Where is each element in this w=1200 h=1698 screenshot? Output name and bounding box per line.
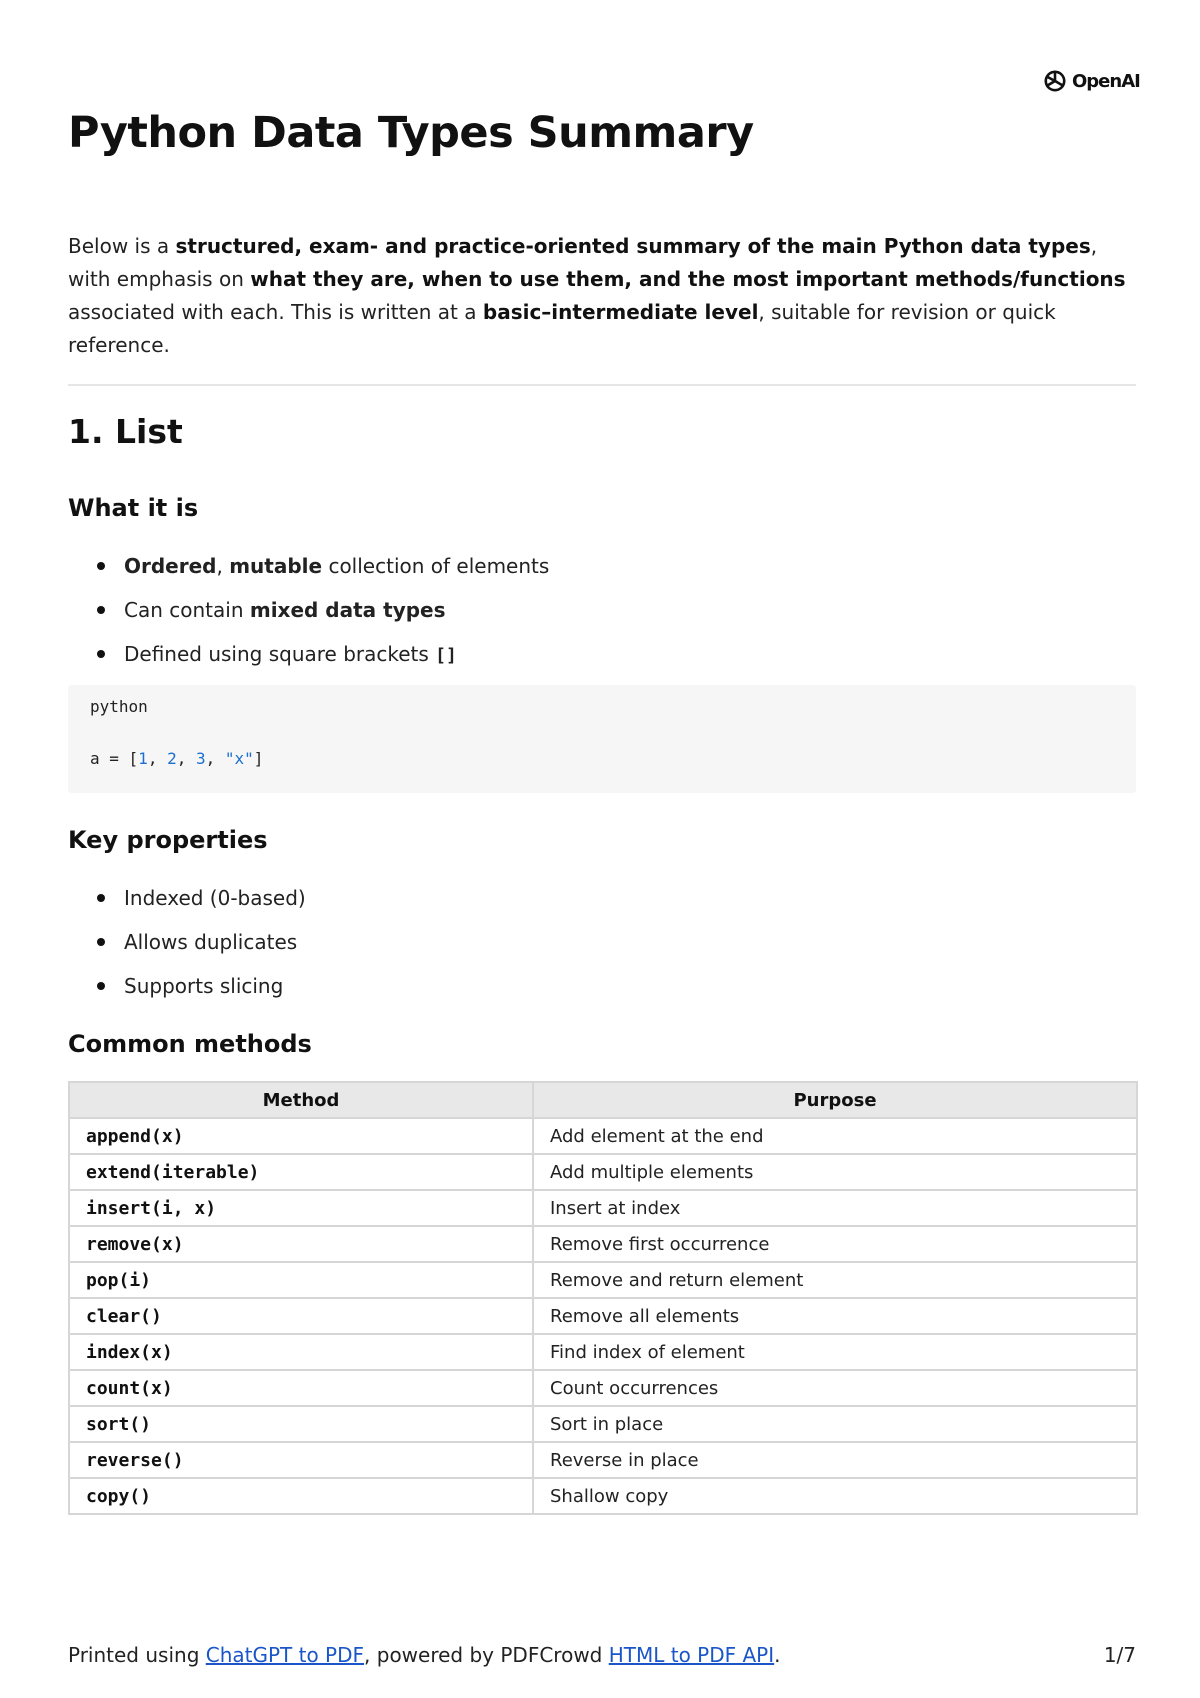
purpose-cell: Add element at the end — [533, 1118, 1137, 1154]
method-cell: clear() — [69, 1298, 533, 1334]
method-cell: sort() — [69, 1406, 533, 1442]
purpose-cell: Count occurrences — [533, 1370, 1137, 1406]
column-header-purpose: Purpose — [533, 1082, 1137, 1118]
purpose-cell: Reverse in place — [533, 1442, 1137, 1478]
page-number: 1/7 — [1103, 1643, 1136, 1667]
purpose-cell: Find index of element — [533, 1334, 1137, 1370]
column-header-method: Method — [69, 1082, 533, 1118]
intro-paragraph: Below is a structured, exam- and practice-oriented summary of the main Python data types, with emphasis on what they are, when to use them, and the most important methods/functions associated with each. This is written at a basic–intermediate level, suitable for revision or quick reference. — [68, 234, 1126, 357]
method-cell: count(x) — [69, 1370, 533, 1406]
what-it-is-list — [68, 544, 549, 676]
code-language-label: python — [90, 697, 148, 716]
table-row — [69, 1442, 1137, 1478]
section-heading: 1. List — [68, 412, 183, 451]
list-item: Indexed (0-based) — [68, 876, 306, 920]
list-item: Supports slicing — [68, 964, 306, 1008]
purpose-cell: Sort in place — [533, 1406, 1137, 1442]
footer: Printed using ChatGPT to PDF, powered by PDFCrowd HTML to PDF API. — [68, 1643, 781, 1667]
method-cell: append(x) — [69, 1118, 533, 1154]
table-row — [69, 1190, 1137, 1226]
method-cell: extend(iterable) — [69, 1154, 533, 1190]
what-it-is-heading: What it is — [68, 494, 199, 522]
table-row — [69, 1334, 1137, 1370]
list-item: Defined using square brackets [] — [68, 632, 549, 676]
openai-logo-icon — [1042, 68, 1068, 94]
purpose-cell: Remove all elements — [533, 1298, 1137, 1334]
html-to-pdf-api-link[interactable]: HTML to PDF API — [608, 1643, 775, 1667]
method-cell: insert(i, x) — [69, 1190, 533, 1226]
list-item: Allows duplicates — [68, 920, 306, 964]
common-methods-heading: Common methods — [68, 1030, 312, 1058]
table-row — [69, 1226, 1137, 1262]
table-row — [69, 1118, 1137, 1154]
purpose-cell: Shallow copy — [533, 1478, 1137, 1514]
chatgpt-to-pdf-link[interactable]: ChatGPT to PDF — [205, 1643, 365, 1667]
code-block — [68, 685, 1136, 793]
key-properties-heading: Key properties — [68, 826, 268, 854]
method-cell: index(x) — [69, 1334, 533, 1370]
purpose-cell: Add multiple elements — [533, 1154, 1137, 1190]
key-properties-list — [68, 876, 306, 1008]
list-item: Can contain mixed data types — [68, 588, 549, 632]
method-cell: copy() — [69, 1478, 533, 1514]
page-title: Python Data Types Summary — [68, 108, 754, 158]
purpose-cell: Insert at index — [533, 1190, 1137, 1226]
list-item: Ordered, mutable collection of elements — [68, 544, 549, 588]
purpose-cell: Remove and return element — [533, 1262, 1137, 1298]
method-cell: pop(i) — [69, 1262, 533, 1298]
method-cell: reverse() — [69, 1442, 533, 1478]
table-row — [69, 1370, 1137, 1406]
horizontal-rule — [68, 384, 1136, 386]
table-header-row — [69, 1082, 1137, 1118]
table-row — [69, 1154, 1137, 1190]
logo-text: OpenAI — [1072, 70, 1140, 92]
table-row — [69, 1262, 1137, 1298]
openai-logo — [1042, 68, 1140, 94]
table-row — [69, 1298, 1137, 1334]
code-line: a = [1, 2, 3, "x"] — [90, 749, 264, 768]
methods-table — [68, 1081, 1138, 1515]
method-cell: remove(x) — [69, 1226, 533, 1262]
table-row — [69, 1406, 1137, 1442]
table-row — [69, 1478, 1137, 1514]
purpose-cell: Remove first occurrence — [533, 1226, 1137, 1262]
